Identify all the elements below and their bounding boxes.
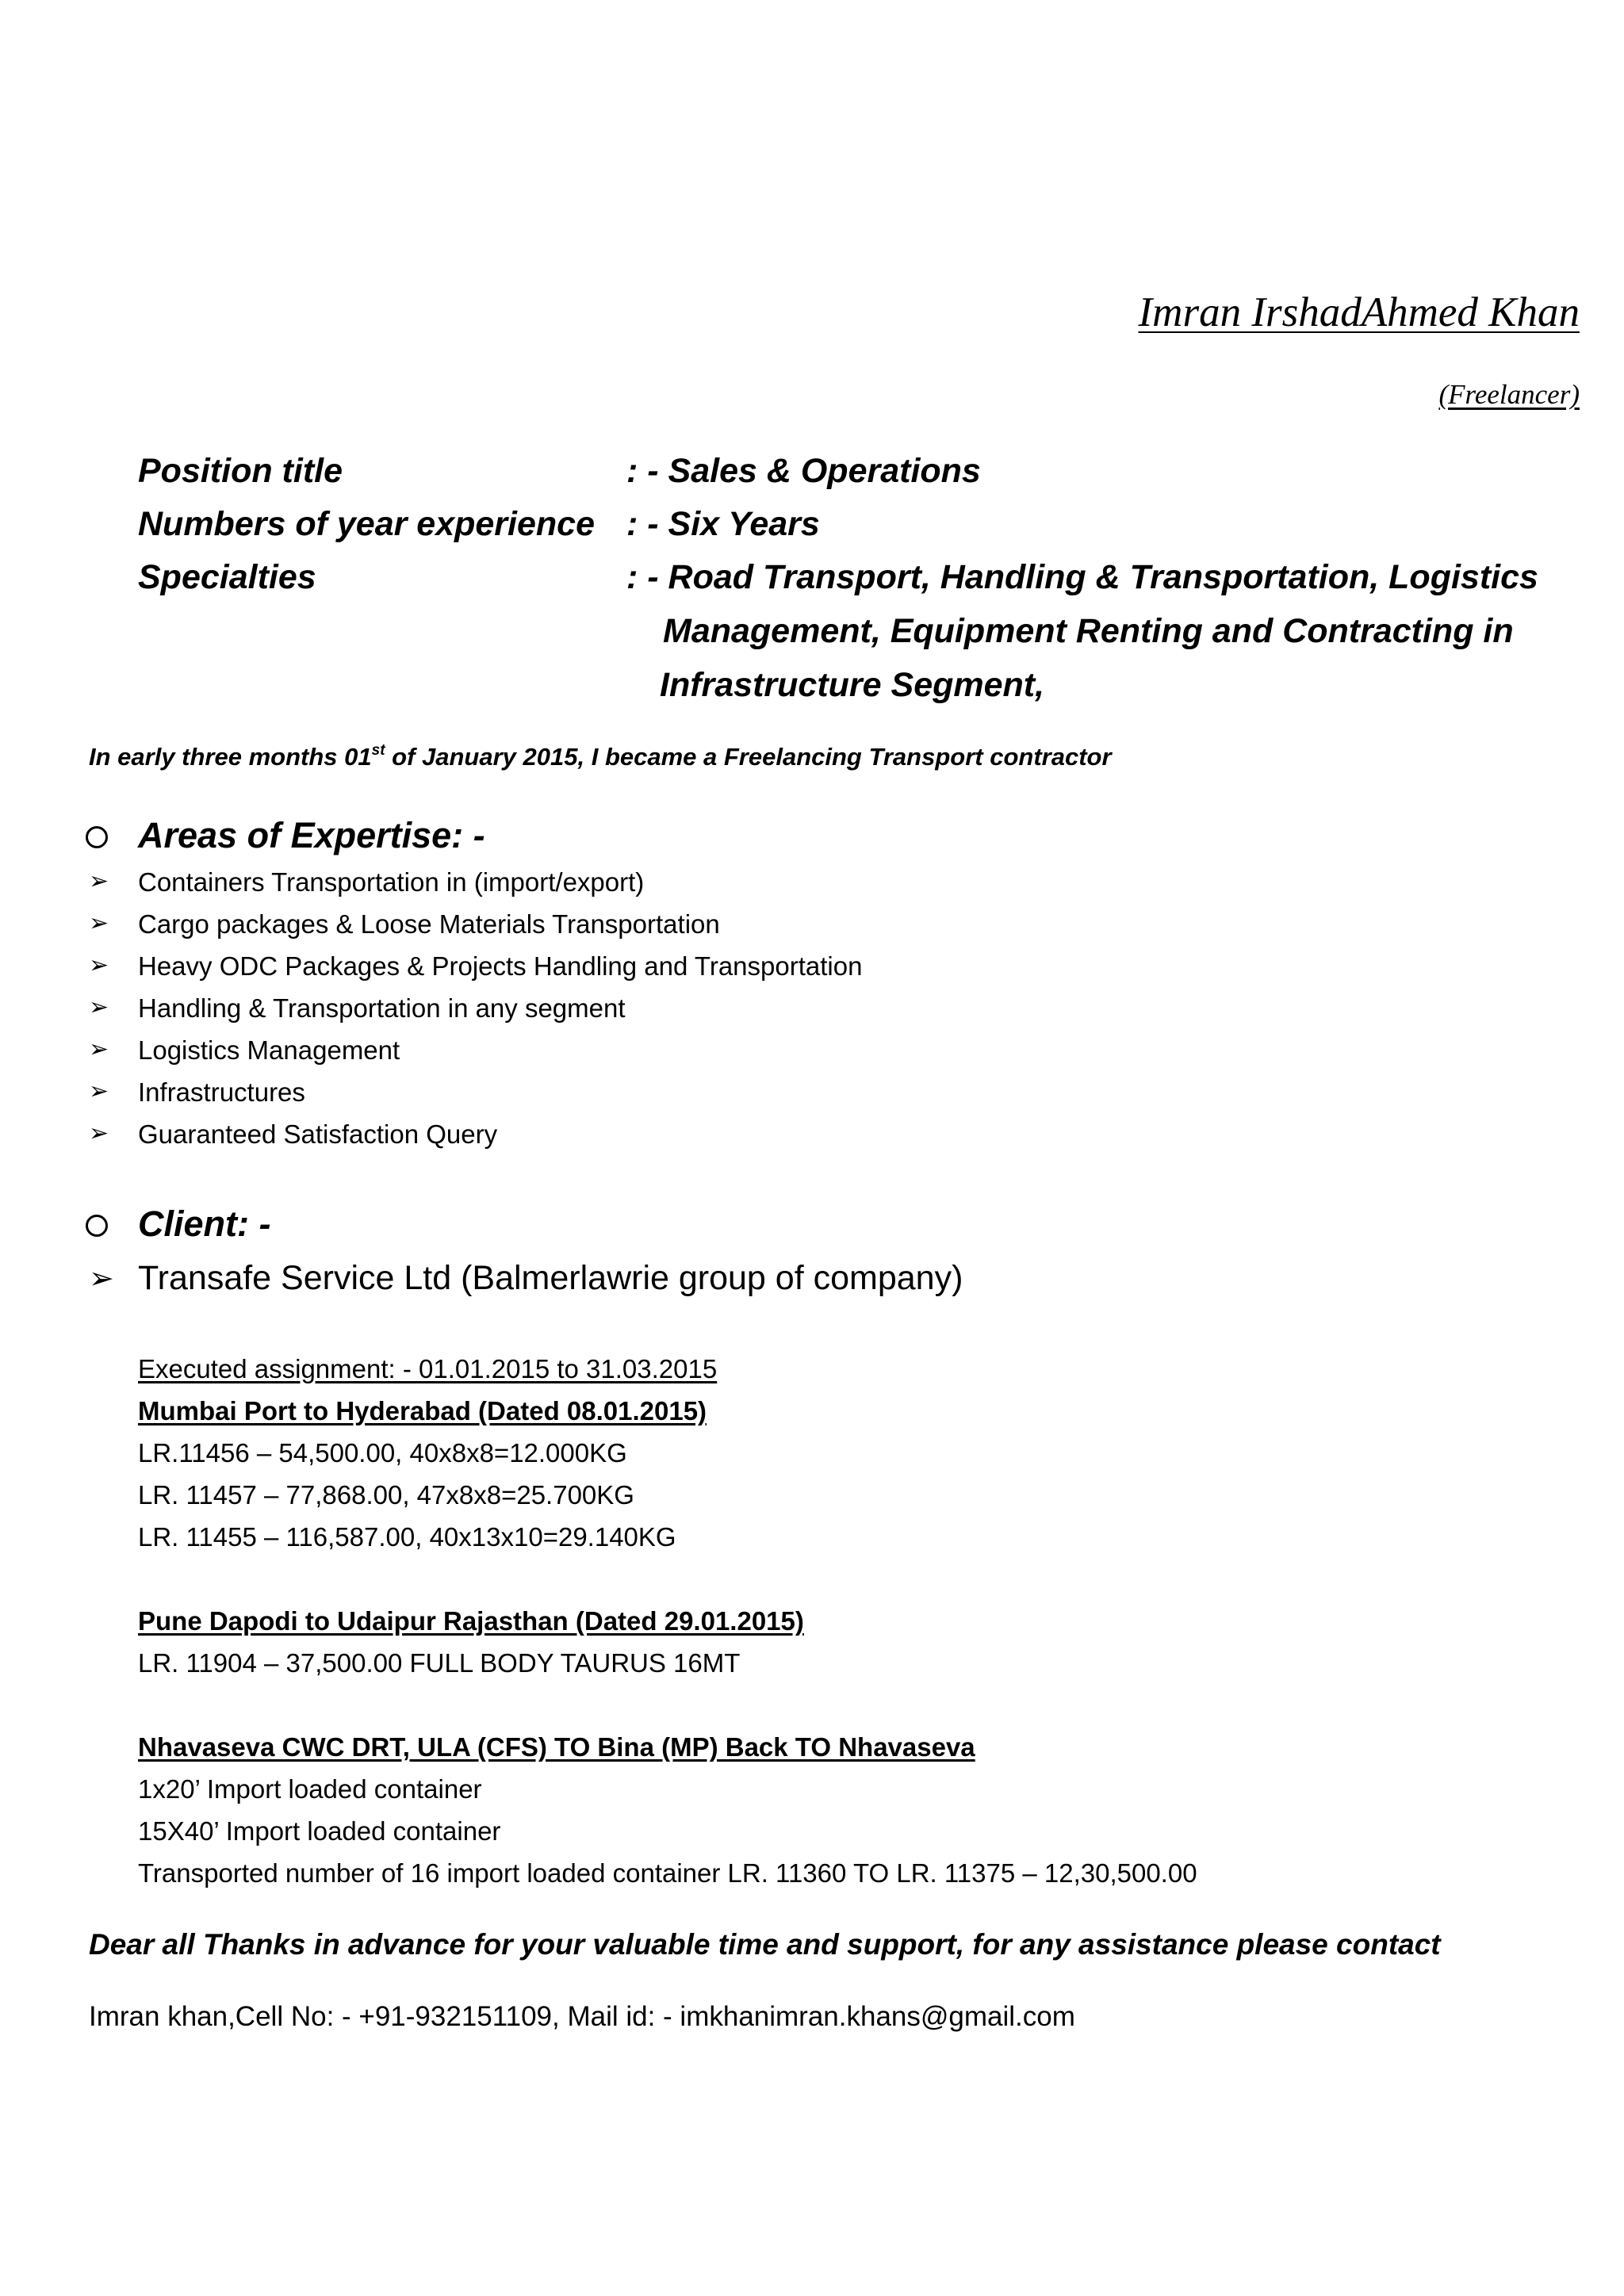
- job-title: Nhavaseva CWC DRT, ULA (CFS) TO Bina (MP) Back TO Nhavaseva: [138, 1732, 975, 1762]
- job-line: LR. 11457 – 77,868.00, 47x8x8=25.700KG: [138, 1480, 634, 1510]
- expertise-heading: Areas of Expertise: -: [138, 815, 485, 855]
- arrow-bullet-icon: ➢: [89, 1120, 109, 1146]
- arrow-bullet-icon: ➢: [89, 868, 109, 894]
- arrow-bullet-icon: ➢: [89, 910, 109, 936]
- executed-assignment: Executed assignment: - 01.01.2015 to 31.03.2015: [138, 1354, 718, 1383]
- resume-page: Imran IrshadAhmed Khan (Freelancer) Position title : - Sales & Operations Numbers of year experience : - Six Years Specialties : - Road Transport, Handling & Transportation, Logistics Management, Equipment Renting and Contracting in Infrastructure Segment, In early three months 01st of January 2015, I became a Freelancing Transport contractor Areas of Expertise: - ➢ Containers Transportation in (import/export) ➢ Cargo packages & Loose Materials Transportation ➢ Heavy ODC Packages & Projects Handling and Transportation ➢ Handling & Transportation in any segment ➢ Logistics Management ➢ Infrastructures ➢ Guaranteed Satisfaction Query Client: - ➢ Transafe Service Ltd (Balmerlawrie group of company) Executed assignment: - 01.01.2015 to 31.03.2015 Mumbai Port to Hyderabad (Dated 08.01.2015) LR.11456 – 54,500.00, 40x8x8=12.000KG LR. 11457 – 77,868.00, 47x8x8=25.700KG LR. 11455 – 116,587.00, 40x13x10=29.140KG Pune Dapodi to Udaipur Rajasthan (Dated 29.01.2015) LR. 11904 – 37,500.00 FULL BODY TAURUS 16MT Nhavaseva CWC DRT, ULA (CFS) TO Bina (MP) Back TO Nhavaseva 1x20’ Import loaded container 15X40’ Import loaded container Transported number of 16 import loaded container LR. 11360 TO LR. 11375 – 12,30,500.00 Dear all Thanks in advance for your valuable time and support, for any assistance please contact Imran khan,Cell No: - +91-932151109, Mail id: - imkhanimran.khans@gmail.com: [0, 0, 1624, 2296]
- position-value: : - Sales & Operations: [626, 452, 981, 490]
- experience-label: Numbers of year experience: [138, 505, 595, 543]
- arrow-bullet-icon: ➢: [89, 1262, 114, 1295]
- client-name: Transafe Service Ltd (Balmerlawrie group of company): [138, 1259, 963, 1297]
- arrow-bullet-icon: ➢: [89, 952, 109, 978]
- specialties-label: Specialties: [138, 558, 316, 596]
- circle-bullet-icon: [86, 826, 108, 848]
- arrow-bullet-icon: ➢: [89, 1078, 109, 1104]
- arrow-bullet-icon: ➢: [89, 1036, 109, 1062]
- arrow-bullet-icon: ➢: [89, 994, 109, 1020]
- experience-value: : - Six Years: [626, 505, 820, 543]
- specialties-value-line-2: Management, Equipment Renting and Contracting in: [663, 612, 1514, 650]
- job-line: LR.11456 – 54,500.00, 40x8x8=12.000KG: [138, 1438, 627, 1468]
- job-line: Transported number of 16 import loaded container LR. 11360 TO LR. 11375 – 12,30,500.00: [138, 1858, 1197, 1888]
- client-heading: Client: -: [138, 1203, 271, 1244]
- position-label: Position title: [138, 452, 343, 490]
- job-line: LR. 11904 – 37,500.00 FULL BODY TAURUS 16MT: [138, 1648, 741, 1678]
- job-line: LR. 11455 – 116,587.00, 40x13x10=29.140KG: [138, 1522, 676, 1552]
- specialties-value-line-1: : - Road Transport, Handling & Transportation, Logistics: [626, 558, 1538, 596]
- circle-bullet-icon: [86, 1215, 108, 1237]
- job-title: Mumbai Port to Hyderabad (Dated 08.01.2015): [138, 1396, 707, 1425]
- specialties-value-line-3: Infrastructure Segment,: [660, 666, 1045, 704]
- job-title: Pune Dapodi to Udaipur Rajasthan (Dated 29.01.2015): [138, 1606, 804, 1636]
- closing-statement: Dear all Thanks in advance for your valuable time and support, for any assistance please contact: [89, 1928, 1441, 1961]
- intro-statement: In early three months 01st of January 2015, I became a Freelancing Transport contractor: [89, 742, 1112, 771]
- person-role: (Freelancer): [1438, 379, 1580, 410]
- person-name: Imran IrshadAhmed Khan: [1138, 289, 1580, 335]
- job-line: 1x20’ Import loaded container: [138, 1774, 482, 1804]
- job-line: 15X40’ Import loaded container: [138, 1816, 501, 1846]
- contact-details: Imran khan,Cell No: - +91-932151109, Mail id: - imkhanimran.khans@gmail.com: [89, 2001, 1075, 2032]
